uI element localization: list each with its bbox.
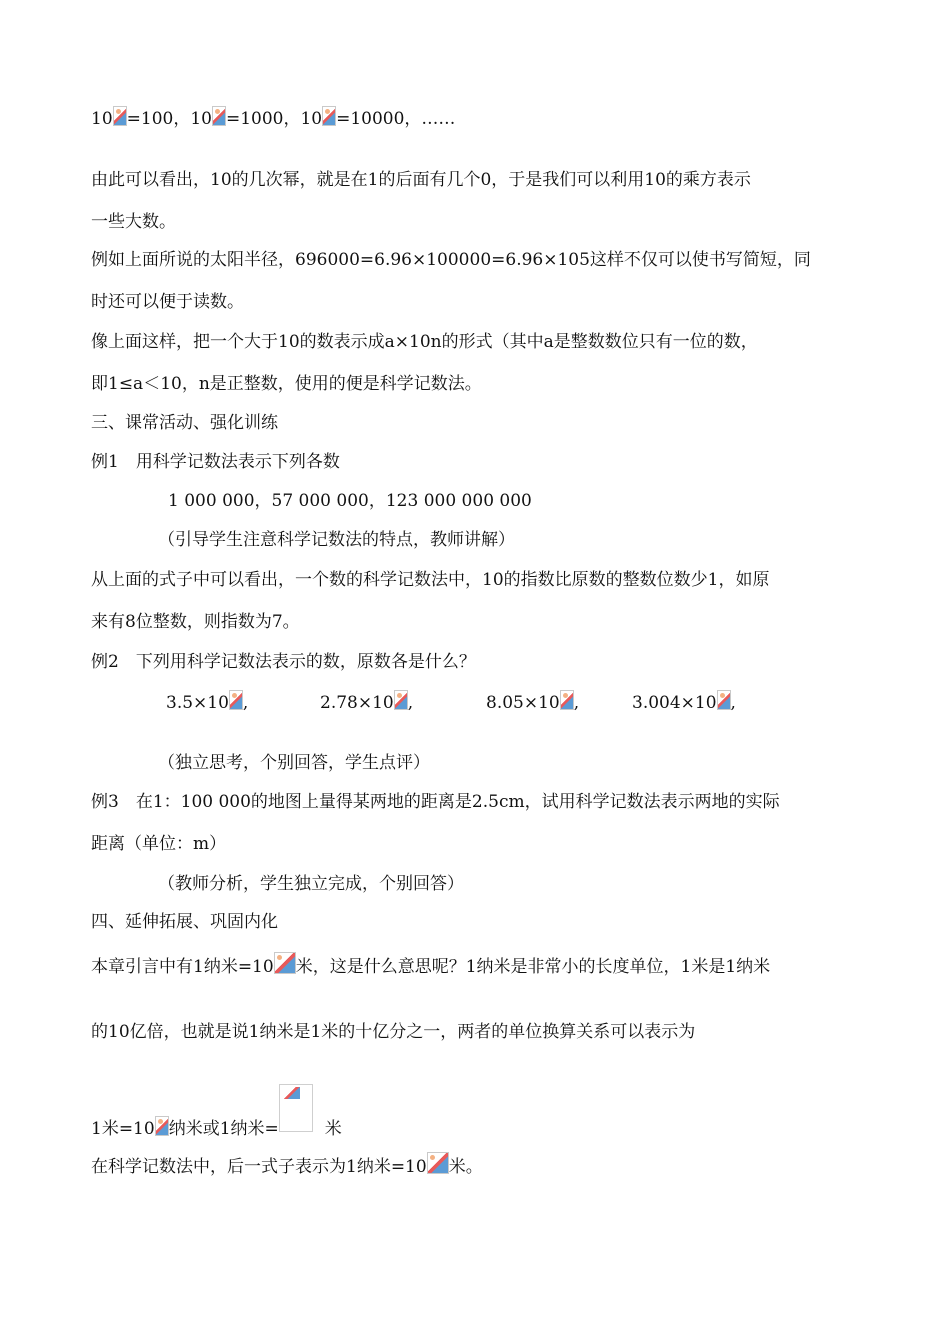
image-placeholder-icon	[274, 952, 296, 974]
example-expression	[320, 690, 413, 715]
image-placeholder-icon	[212, 106, 226, 126]
paragraph-line: 由此可以看出，10的几次幂，就是在1的后面有几个0，于是我们可以利用10的乘方表示	[91, 170, 751, 190]
separator: ,	[242, 693, 249, 713]
paragraph-line	[91, 1152, 483, 1179]
image-placeholder-icon	[427, 1152, 449, 1174]
separator: ,	[407, 693, 414, 713]
section-heading: 四、延伸拓展、巩固内化	[91, 912, 278, 932]
image-placeholder-icon	[155, 1116, 169, 1136]
teacher-note: （独立思考，个别回答，学生点评）	[158, 753, 430, 773]
text: =100，10	[126, 109, 212, 129]
example-expression	[166, 690, 248, 715]
separator: ,	[573, 693, 580, 713]
paragraph-line: 时还可以便于读数。	[91, 292, 244, 312]
paragraph-line: 即1≤a＜10，n是正整数，使用的便是科学记数法。	[91, 374, 482, 394]
text: =10000，……	[336, 109, 456, 129]
section-heading: 三、课常活动、强化训练	[91, 413, 278, 433]
text: 米。	[448, 1157, 483, 1177]
paragraph-line: 距离（单位：m）	[91, 834, 227, 854]
image-placeholder-icon	[322, 106, 336, 126]
teacher-note: （引导学生注意科学记数法的特点，教师讲解）	[158, 530, 515, 550]
expression-text: 3.5×10	[166, 693, 229, 713]
powers-line	[91, 106, 455, 131]
text: 纳米或1纳米=	[168, 1119, 279, 1139]
example-title: 例1 用科学记数法表示下列各数	[91, 452, 340, 472]
paragraph-line: 例如上面所说的太阳半径，696000=6.96×100000=6.96×105这样不仅可以使书写简短，同	[91, 250, 811, 270]
example-expression	[632, 690, 736, 715]
text: 米，这是什么意思呢？1纳米是非常小的长度单位，1米是1纳米	[295, 957, 771, 977]
paragraph-line: 像上面这样，把一个大于10的数表示成a×10n的形式（其中a是整数数位只有一位的数，	[91, 332, 758, 352]
paragraph-line	[91, 1084, 342, 1141]
text: 米	[324, 1119, 342, 1139]
expression-text: 8.05×10	[486, 693, 560, 713]
text: 本章引言中有1纳米=10	[91, 957, 274, 977]
image-placeholder-icon	[717, 690, 731, 710]
fraction-image-icon	[279, 1084, 313, 1132]
paragraph-line	[91, 952, 770, 979]
image-placeholder-icon	[113, 106, 127, 126]
text: 1米=10	[91, 1119, 155, 1139]
example-title: 例2 下列用科学记数法表示的数，原数各是什么？	[91, 652, 476, 672]
paragraph-line: 一些大数。	[91, 212, 176, 232]
separator: ,	[730, 693, 736, 713]
paragraph-line: 的10亿倍，也就是说1纳米是1米的十亿分之一，两者的单位换算关系可以表示为	[91, 1022, 696, 1042]
image-placeholder-icon	[394, 690, 408, 710]
paragraph-line: 从上面的式子中可以看出，一个数的科学记数法中，10的指数比原数的整数位数少1，如原	[91, 570, 770, 590]
text: 10	[91, 109, 113, 129]
paragraph-line: 来有8位整数，则指数为7。	[91, 612, 300, 632]
example-expression	[486, 690, 579, 715]
example-title: 例3 在1：100 000的地图上量得某两地的距离是2.5cm，试用科学记数法表示两地的实际	[91, 792, 780, 812]
expression-text: 2.78×10	[320, 693, 394, 713]
image-placeholder-icon	[229, 690, 243, 710]
image-placeholder-icon	[560, 690, 574, 710]
text: 在科学记数法中，后一式子表示为1纳米=10	[91, 1157, 427, 1177]
text: =1000，10	[225, 109, 323, 129]
expression-text: 3.004×10	[632, 693, 717, 713]
teacher-note: （教师分析，学生独立完成，个别回答）	[158, 874, 464, 894]
example-numbers: 1 000 000，57 000 000，123 000 000 000	[168, 491, 532, 511]
